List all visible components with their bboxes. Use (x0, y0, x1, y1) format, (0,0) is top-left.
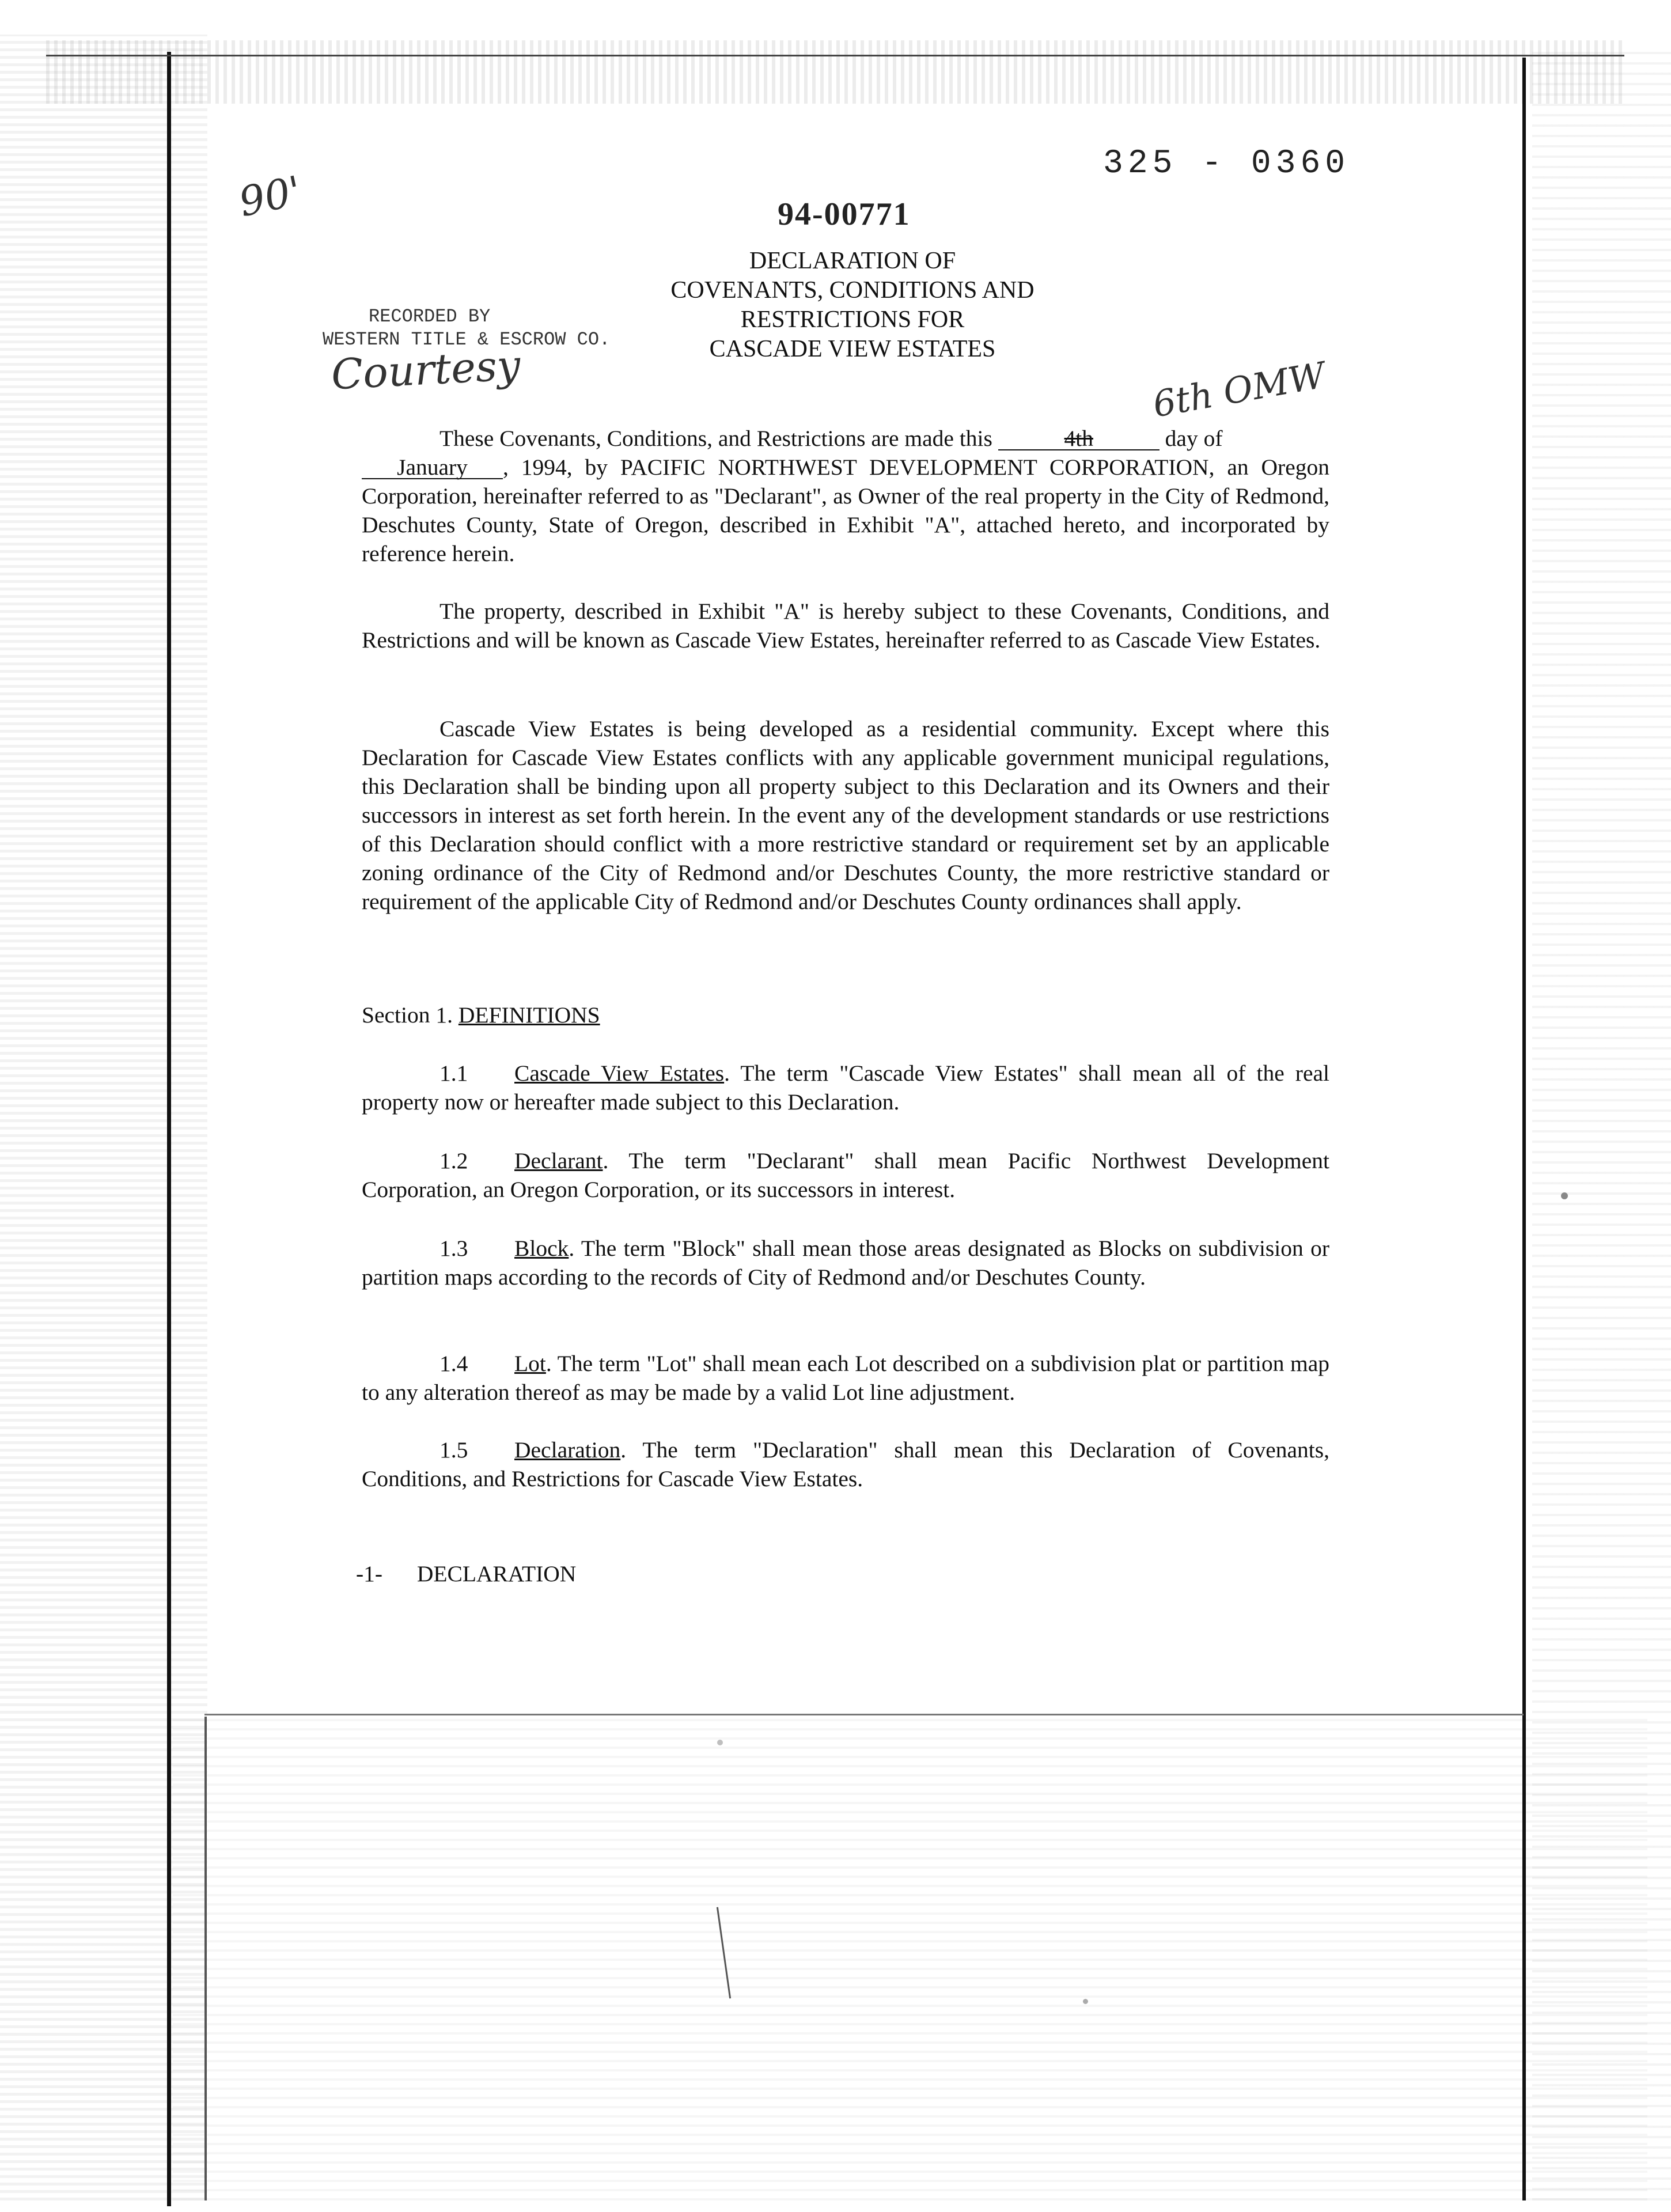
definition-item (362, 1234, 1329, 1291)
definition-text: . The term "Declaration" shall mean this Declaration of Covenants, Conditions, and Restrictions for Cascade View Estates. (362, 1437, 1329, 1491)
month-blank: January (362, 456, 503, 479)
intro-paragraph-2: The property, described in Exhibit "A" is hereby subject to these Covenants, Conditions, and Restrictions and will be known as Cascade View Estates, hereinafter referred to as Cascade View Estates. (362, 599, 1329, 653)
day-blank: 4th (998, 427, 1160, 450)
definition-term: Cascade View Estates (514, 1060, 725, 1086)
definition-term: Lot (514, 1351, 546, 1376)
definition-number: 1.3 (439, 1236, 468, 1261)
scan-speck (1083, 1999, 1088, 2004)
scan-speck (1561, 1192, 1568, 1199)
handwritten-annotation: 6th OMW (1149, 354, 1329, 426)
definition-item (362, 1435, 1329, 1493)
definition-number: 1.1 (439, 1060, 468, 1086)
definition-text: . The term "Cascade View Estates" shall mean all of the real property now or hereafter made subject to this Declaration. (362, 1060, 1329, 1115)
top-border-line (46, 55, 1624, 56)
left-inner-edge (204, 1717, 207, 2200)
definition-item (362, 1059, 1329, 1116)
definition-text: . The term "Block" shall mean those areas designated as Blocks on subdivision or partition maps according to the records of City of Redmond and/or Deschutes County. (362, 1236, 1329, 1290)
definition-number: 1.2 (439, 1148, 468, 1173)
right-scan-noise (1532, 46, 1671, 2200)
page-bottom-edge (204, 1714, 1524, 1715)
stamp-line: RECORDED BY (369, 306, 491, 327)
footer-label: DECLARATION (416, 1561, 577, 1586)
section-label: Section 1. (362, 1002, 453, 1028)
corner-handwriting: 90' (234, 166, 306, 226)
top-scan-noise (46, 40, 1624, 104)
definition-term: Declaration (514, 1437, 621, 1463)
bottom-scan-noise (173, 1717, 1647, 2200)
title-line: COVENANTS, CONDITIONS AND (670, 277, 1035, 304)
title-line: RESTRICTIONS FOR (740, 306, 965, 333)
section-heading (362, 1001, 1329, 1029)
instrument-number: 94-00771 (778, 196, 911, 232)
definition-term: Block (514, 1236, 569, 1261)
document-title (576, 247, 1129, 364)
title-line: DECLARATION OF (749, 248, 956, 274)
intro-paragraph-1 (362, 424, 1329, 568)
right-border-line (1522, 58, 1526, 2200)
intro-paragraph-3: Cascade View Estates is being developed as a residential community. Except where this Declaration for Cascade View Estates conflicts with any applicable government municipal regulations, this Declaration shall be binding upon all property subject to this Declaration and its Owners and their successors in interest as set forth herein. In the event any of the development standards or use restrictions of this Declaration should conflict with a more restrictive standard or requirement set by an applicable zoning ordinance of the City of Redmond and/or Deschutes County, the more restrictive standard or requirement of the applicable City of Redmond and/or Deschutes County ordinances shall apply. (362, 716, 1329, 914)
definition-text: . The term "Declarant" shall mean Pacific Northwest Development Corporation, an Oregon Corporation, or its successors in interest. (362, 1148, 1329, 1202)
recording-number: 325 - 0360 (1103, 145, 1350, 183)
stamp-line: WESTERN TITLE & ESCROW CO. (323, 329, 611, 350)
intro-text: , 1994, by PACIFIC NORTHWEST DEVELOPMENT CORPORATION, an Oregon Corporation, hereinafter referred to as "Declarant", as Owner of the real property in the City of Redmond, Deschutes County, State of Oregon, described in Exhibit "A", attached hereto, and incorporated by reference herein. (362, 454, 1329, 566)
definition-text: . The term "Lot" shall mean each Lot described on a subdivision plat or partition map to any alteration thereof as may be made by a valid Lot line adjustment. (362, 1351, 1329, 1405)
left-border-line (167, 52, 171, 2206)
definition-item (362, 1349, 1329, 1407)
title-line: CASCADE VIEW ESTATES (709, 336, 996, 362)
page-number: -1- (356, 1561, 383, 1586)
section-title: DEFINITIONS (458, 1002, 600, 1028)
handwritten-courtesy: Courtesy (330, 340, 522, 399)
scan-speck (717, 1740, 723, 1745)
definition-term: Declarant (514, 1148, 603, 1173)
intro-text: These Covenants, Conditions, and Restrictions are made this (439, 426, 992, 451)
definition-number: 1.5 (439, 1437, 468, 1463)
day-of-text: day of (1165, 426, 1223, 451)
definition-number: 1.4 (439, 1351, 468, 1376)
page-footer (356, 1559, 817, 1588)
definition-item (362, 1146, 1329, 1204)
